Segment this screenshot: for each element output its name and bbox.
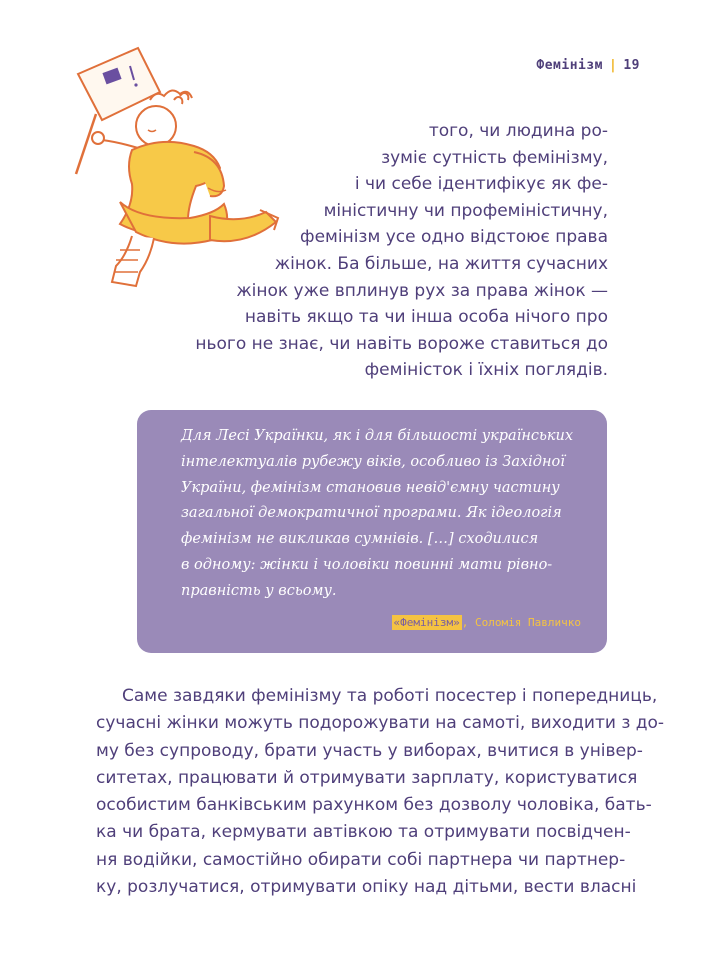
- text-line: му без супроводу, брати участь у виборах, вчитися в універ-: [96, 740, 643, 761]
- text-line: сучасні жінки можуть подорожувати на самоті, виходити з до-: [96, 713, 665, 734]
- source-title: «Фемінізм»: [393, 616, 460, 629]
- quote-line: України, фемінізм становив невід'ємну частину: [181, 479, 560, 496]
- text-line: жінок. Ба більше, на життя сучасних: [274, 253, 608, 274]
- text-line: ня водійки, самостійно обирати собі партнера чи партнер-: [96, 849, 626, 870]
- text-line: і чи себе ідентифікує як фе-: [354, 174, 608, 195]
- text-line: міністичну чи профеміністичну,: [323, 200, 608, 221]
- text-line: жінок уже вплинув рух за права жінок —: [236, 280, 608, 301]
- quote-line: правність у всьому.: [181, 582, 337, 599]
- section-title: Фемінізм: [536, 58, 604, 73]
- intro-paragraph: [188, 118, 608, 384]
- header-separator: |: [609, 58, 618, 73]
- source-author: , Соломія Павличко: [461, 616, 581, 629]
- text-line: того, чи людина ро-: [428, 121, 608, 141]
- body-paragraph: [96, 683, 665, 901]
- text-line: фемінізм усе одно відстоює права: [300, 227, 608, 248]
- running-header: [536, 58, 640, 73]
- quote-line: Для Лесі Українки, як і для більшості українських: [181, 428, 574, 444]
- quote-box: [137, 410, 607, 653]
- page-number: 19: [623, 58, 640, 73]
- quote-line: інтелектуалів рубежу віків, особливо із Західної: [181, 453, 565, 470]
- quote-source: [392, 616, 581, 629]
- quote-line: в одному: жінки і чоловіки повинні мати рівно-: [181, 556, 553, 573]
- quote-text: [181, 424, 591, 605]
- text-line: особистим банківським рахунком без дозволу чоловіка, бать-: [96, 795, 652, 816]
- text-line: ку, розлучатися, отримувати опіку над дітьми, вести власні: [96, 877, 637, 898]
- text-line: Саме завдяки фемінізму та роботі посестер і попередниць,: [122, 686, 658, 706]
- text-line: зуміє сутність фемінізму,: [381, 147, 608, 168]
- quote-line: загальної демократичної програми. Як ідеологія: [181, 505, 562, 522]
- text-line: ситетах, працювати й отримувати зарплату, користуватися: [96, 767, 638, 788]
- text-line: ка чи брата, кермувати автівкою та отримувати посвідчен-: [96, 822, 631, 843]
- text-line: феміністок і їхніх поглядів.: [364, 360, 608, 381]
- quote-line: фемінізм не викликав сумнівів. […] сходилися: [181, 531, 539, 548]
- text-line: навіть якщо та чи інша особа нічого про: [244, 307, 608, 328]
- text-line: нього не знає, чи навіть вороже ставиться до: [195, 333, 608, 354]
